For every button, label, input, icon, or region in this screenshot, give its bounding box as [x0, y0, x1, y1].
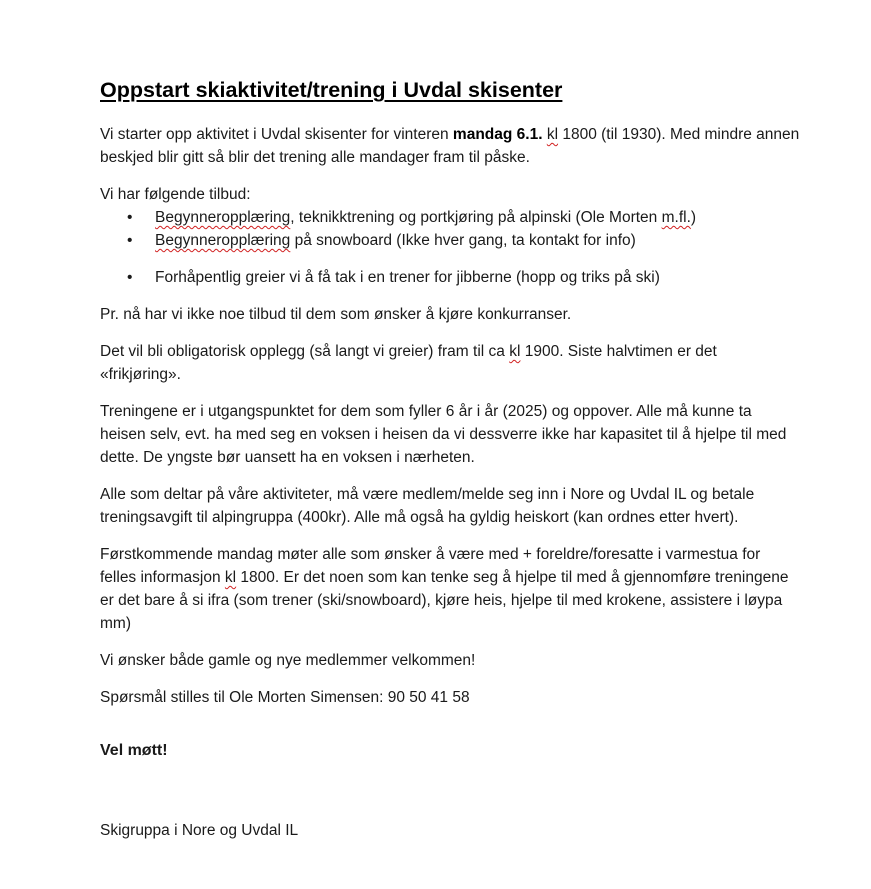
paragraph-membership: Alle som deltar på våre aktiviteter, må være medlem/melde seg inn i Nore og Uvdal IL og betale treningsavgift til alpingruppa (400kr). Alle må også ha gyldig heiskort (kan ordnes etter hvert).: [100, 486, 755, 526]
list-item: • Begynneropplæring på snowboard (Ikke hver gang, ta kontakt for info): [100, 229, 800, 252]
bullet-icon: •: [127, 209, 133, 226]
paragraph-welcome: Vi ønsker både gamle og nye medlemmer velkommen!: [100, 652, 476, 669]
list-item: • Begynneropplæring, teknikktrening og portkjøring på alpinski (Ole Morten m.fl.): [100, 206, 800, 229]
spellcheck-word: kl: [509, 343, 521, 360]
spellcheck-word: kl: [224, 569, 237, 586]
paragraph-competition: Pr. nå har vi ikke noe tilbud til dem som ønsker å kjøre konkurranser.: [100, 306, 572, 323]
paragraph-start-info: Vi starter opp aktivitet i Uvdal skisenter for vinteren mandag 6.1. kl 1800 (til 1930). Med mindre annen beskjed blir gitt så blir det trening alle mandager fram til påske.: [100, 126, 800, 166]
bullet-icon: •: [127, 269, 133, 286]
bullet-icon: •: [127, 232, 133, 249]
paragraph-schedule: Det vil bli obligatorisk opplegg (så langt vi greier) fram til ca kl 1900. Siste halvtimen er det «frikjøring».: [100, 343, 717, 383]
list-intro: Vi har følgende tilbud:: [100, 186, 251, 203]
paragraph-contact: Spørsmål stilles til Ole Morten Simensen: 90 50 41 58: [100, 689, 470, 706]
offer-list: [100, 206, 800, 289]
spellcheck-word: Begynneropplæring: [155, 232, 291, 249]
spellcheck-word: m.fl.: [661, 209, 691, 226]
spellcheck-word: Begynneropplæring: [155, 209, 291, 226]
spellcheck-word: kl: [546, 126, 559, 143]
start-date: mandag 6.1.: [452, 126, 543, 143]
closing-greeting: Vel møtt!: [100, 742, 168, 759]
paragraph-first-meeting: Førstkommende mandag møter alle som ønsker å være med + foreldre/foresatte i varmestua for felles informasjon kl 1800. Er det noen som kan tenke seg å hjelpe til med å gjennomføre treningene er det bare å si ifra (som trener (ski/snowboard), kjøre heis, hjelpe til med krokene, assistere i løypa mm): [100, 546, 789, 632]
document-title: Oppstart skiaktivitet/trening i Uvdal skisenter: [100, 78, 563, 102]
list-item: • Forhåpentlig greier vi å få tak i en trener for jibberne (hopp og triks på ski): [100, 266, 800, 289]
document-page: [100, 76, 800, 856]
paragraph-age-requirements: Treningene er i utgangspunktet for dem som fyller 6 år i år (2025) og oppover. Alle må kunne ta heisen selv, evt. ha med seg en voksen i heisen da vi dessverre ikke har kapasitet til å hjelpe til med dette. De yngste bør uansett ha en voksen i nærheten.: [100, 403, 787, 466]
signature: Skigruppa i Nore og Uvdal IL: [100, 822, 299, 839]
